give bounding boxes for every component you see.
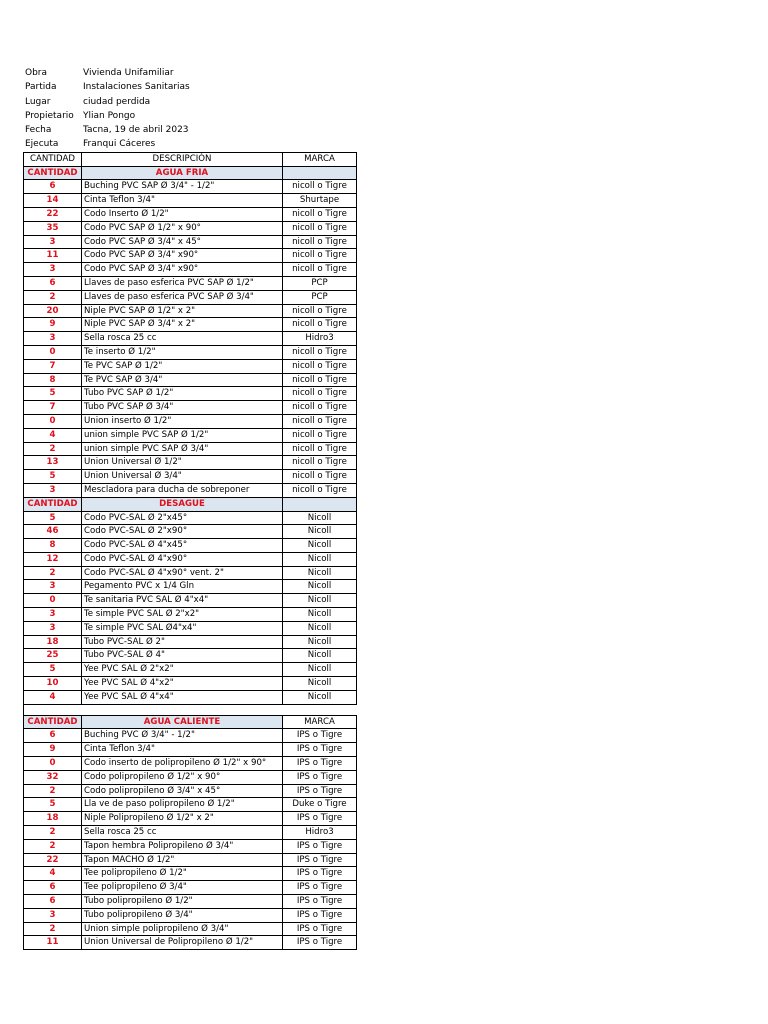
item-brand: Hidro3	[283, 332, 357, 346]
table-row	[24, 442, 357, 456]
item-quantity: 22	[24, 853, 82, 867]
item-description: Tapon hembra Polipropileno Ø 3/4"	[82, 839, 283, 853]
item-quantity: 14	[24, 194, 82, 208]
item-quantity: 4	[24, 428, 82, 442]
info-value: Ylian Pongo	[83, 110, 136, 121]
item-quantity: 7	[24, 401, 82, 415]
item-description: Tapon MACHO Ø 1/2"	[82, 853, 283, 867]
item-quantity: 5	[24, 663, 82, 677]
item-description: Codo PVC-SAL Ø 4"x90° vent. 2"	[82, 566, 283, 580]
item-brand: IPS o Tigre	[283, 812, 357, 826]
item-brand: IPS o Tigre	[283, 867, 357, 881]
item-brand: nicoll o Tigre	[283, 180, 357, 194]
table-row	[24, 373, 357, 387]
table-row	[24, 812, 357, 826]
item-description: Llaves de paso esferica PVC SAP Ø 1/2"	[82, 276, 283, 290]
item-quantity: 13	[24, 456, 82, 470]
table-row	[24, 936, 357, 950]
item-brand: nicoll o Tigre	[283, 387, 357, 401]
table-row	[24, 359, 357, 373]
item-quantity: 6	[24, 729, 82, 743]
item-brand: IPS o Tigre	[283, 895, 357, 909]
table-row	[24, 221, 357, 235]
info-value: Instalaciones Sanitarias	[83, 82, 190, 93]
item-brand: Nicoll	[283, 608, 357, 622]
item-description: Lla ve de paso polipropileno Ø 1/2"	[82, 798, 283, 812]
table-row	[24, 483, 357, 497]
item-description: Codo PVC-SAL Ø 4"x45°	[82, 539, 283, 553]
item-quantity: 0	[24, 594, 82, 608]
item-brand: Nicoll	[283, 525, 357, 539]
item-description: Codo PVC SAP Ø 3/4" x90°	[82, 263, 283, 277]
info-label: Ejecuta	[25, 139, 59, 150]
item-brand: IPS o Tigre	[283, 839, 357, 853]
table-row	[24, 798, 357, 812]
section-title: DESAGUE	[82, 497, 283, 511]
info-label: Lugar	[25, 96, 51, 107]
item-brand: Nicoll	[283, 566, 357, 580]
item-description: Codo polipropileno Ø 3/4" x 45°	[82, 784, 283, 798]
item-quantity: 2	[24, 784, 82, 798]
item-brand: nicoll o Tigre	[283, 318, 357, 332]
item-brand: Nicoll	[283, 690, 357, 704]
table-row	[24, 608, 357, 622]
item-brand: nicoll o Tigre	[283, 428, 357, 442]
item-brand: IPS o Tigre	[283, 908, 357, 922]
item-quantity: 8	[24, 539, 82, 553]
item-brand: Nicoll	[283, 649, 357, 663]
item-description: Te PVC SAP Ø 1/2"	[82, 359, 283, 373]
item-description: Te simple PVC SAL Ø 2"x2"	[82, 608, 283, 622]
item-brand: Nicoll	[283, 594, 357, 608]
item-description: Buching PVC SAP Ø 3/4" - 1/2"	[82, 180, 283, 194]
item-quantity: 5	[24, 511, 82, 525]
item-quantity: 18	[24, 812, 82, 826]
table-row	[24, 235, 357, 249]
item-brand: IPS o Tigre	[283, 922, 357, 936]
info-row	[23, 137, 356, 151]
item-quantity: 3	[24, 332, 82, 346]
item-brand: nicoll o Tigre	[283, 304, 357, 318]
item-brand: Shurtape	[283, 194, 357, 208]
table-row	[24, 757, 357, 771]
item-description: union simple PVC SAP Ø 3/4"	[82, 442, 283, 456]
item-quantity: 2	[24, 442, 82, 456]
table-row	[24, 908, 357, 922]
table-row	[24, 729, 357, 743]
item-quantity: 4	[24, 690, 82, 704]
item-quantity: 18	[24, 635, 82, 649]
item-brand: Nicoll	[283, 552, 357, 566]
item-description: Yee PVC SAL Ø 4"x4"	[82, 690, 283, 704]
item-quantity: 6	[24, 881, 82, 895]
info-label: Partida	[25, 82, 57, 93]
table-row	[24, 552, 357, 566]
materials-table	[23, 152, 357, 950]
item-quantity: 46	[24, 525, 82, 539]
table-row	[24, 414, 357, 428]
item-description: Codo inserto de polipropileno Ø 1/2" x 90°	[82, 757, 283, 771]
item-description: Tubo polipropileno Ø 1/2"	[82, 895, 283, 909]
table-row	[24, 690, 357, 704]
item-brand: nicoll o Tigre	[283, 207, 357, 221]
table-row	[24, 770, 357, 784]
item-quantity: 2	[24, 826, 82, 840]
item-brand: nicoll o Tigre	[283, 249, 357, 263]
item-description: Te simple PVC SAL Ø4"x4"	[82, 621, 283, 635]
item-description: Niple PVC SAP Ø 1/2" x 2"	[82, 304, 283, 318]
section-qty-label: CANTIDAD	[24, 497, 82, 511]
section-qty-label: CANTIDAD	[24, 715, 82, 729]
item-quantity: 12	[24, 552, 82, 566]
section-header-row	[24, 497, 357, 511]
item-quantity: 0	[24, 345, 82, 359]
item-description: Union Universal Ø 3/4"	[82, 470, 283, 484]
item-brand: IPS o Tigre	[283, 881, 357, 895]
item-quantity: 3	[24, 580, 82, 594]
item-quantity: 32	[24, 770, 82, 784]
table-row	[24, 743, 357, 757]
table-row	[24, 677, 357, 691]
table-row	[24, 922, 357, 936]
section-title: AGUA CALIENTE	[82, 715, 283, 729]
item-description: Tubo PVC-SAL Ø 4"	[82, 649, 283, 663]
item-brand: nicoll o Tigre	[283, 345, 357, 359]
section-qty-label: CANTIDAD	[24, 166, 82, 180]
item-brand: Duke o Tigre	[283, 798, 357, 812]
item-brand: nicoll o Tigre	[283, 263, 357, 277]
table-row	[24, 853, 357, 867]
info-label: Propietario	[25, 110, 74, 121]
item-quantity: 2	[24, 566, 82, 580]
item-quantity: 20	[24, 304, 82, 318]
table-row	[24, 249, 357, 263]
info-row	[23, 123, 356, 137]
item-quantity: 0	[24, 414, 82, 428]
info-row	[23, 66, 356, 80]
item-description: Sella rosca 25 cc	[82, 826, 283, 840]
item-description: Union simple polipropileno Ø 3/4"	[82, 922, 283, 936]
item-brand: Nicoll	[283, 677, 357, 691]
item-brand: Nicoll	[283, 511, 357, 525]
item-brand: Nicoll	[283, 663, 357, 677]
item-quantity: 2	[24, 290, 82, 304]
item-brand: IPS o Tigre	[283, 853, 357, 867]
section-brand-label: MARCA	[283, 715, 357, 729]
info-value: Franqui Cáceres	[83, 139, 156, 150]
item-quantity: 6	[24, 180, 82, 194]
item-description: Yee PVC SAL Ø 2"x2"	[82, 663, 283, 677]
item-quantity: 3	[24, 908, 82, 922]
item-brand: Nicoll	[283, 635, 357, 649]
item-description: Mescladora para ducha de sobreponer	[82, 483, 283, 497]
header-qty: CANTIDAD	[24, 152, 82, 166]
item-brand: IPS o Tigre	[283, 729, 357, 743]
table-row	[24, 401, 357, 415]
section-brand-label	[283, 166, 357, 180]
info-label: Obra	[25, 68, 48, 78]
table-row	[24, 194, 357, 208]
item-quantity: 6	[24, 895, 82, 909]
item-brand: Nicoll	[283, 621, 357, 635]
item-brand: nicoll o Tigre	[283, 414, 357, 428]
item-brand: nicoll o Tigre	[283, 401, 357, 415]
item-description: Cinta Teflon 3/4"	[82, 743, 283, 757]
item-quantity: 3	[24, 263, 82, 277]
item-quantity: 9	[24, 743, 82, 757]
item-description: Tubo PVC SAP Ø 1/2"	[82, 387, 283, 401]
item-description: Tee polipropileno Ø 1/2"	[82, 867, 283, 881]
item-description: Sella rosca 25 cc	[82, 332, 283, 346]
item-quantity: 0	[24, 757, 82, 771]
table-row	[24, 180, 357, 194]
table-row	[24, 428, 357, 442]
item-quantity: 5	[24, 387, 82, 401]
item-description: Cinta Teflon 3/4"	[82, 194, 283, 208]
table-row	[24, 345, 357, 359]
item-description: Tubo PVC-SAL Ø 2"	[82, 635, 283, 649]
spacer-cell	[24, 704, 357, 715]
header-desc: DESCRIPCIÓN	[82, 152, 283, 166]
table-row	[24, 566, 357, 580]
item-description: union simple PVC SAP Ø 1/2"	[82, 428, 283, 442]
table-row	[24, 470, 357, 484]
section-title: AGUA FRIA	[82, 166, 283, 180]
table-row	[24, 649, 357, 663]
item-description: Tubo polipropileno Ø 3/4"	[82, 908, 283, 922]
table-row	[24, 304, 357, 318]
item-description: Codo PVC-SAL Ø 4"x90°	[82, 552, 283, 566]
section-brand-label	[283, 497, 357, 511]
table-row	[24, 594, 357, 608]
info-row	[23, 95, 356, 109]
info-row	[23, 80, 356, 94]
item-brand: IPS o Tigre	[283, 784, 357, 798]
item-brand: PCP	[283, 290, 357, 304]
item-description: Codo polipropileno Ø 1/2" x 90°	[82, 770, 283, 784]
item-quantity: 3	[24, 621, 82, 635]
item-description: Te PVC SAP Ø 3/4"	[82, 373, 283, 387]
item-brand: nicoll o Tigre	[283, 235, 357, 249]
item-description: Buching PVC Ø 3/4" - 1/2"	[82, 729, 283, 743]
info-row	[23, 109, 356, 123]
table-row	[24, 387, 357, 401]
item-description: Union Universal Ø 1/2"	[82, 456, 283, 470]
item-description: Tee polipropileno Ø 3/4"	[82, 881, 283, 895]
table-row	[24, 635, 357, 649]
item-brand: Nicoll	[283, 580, 357, 594]
item-quantity: 22	[24, 207, 82, 221]
item-quantity: 7	[24, 359, 82, 373]
materials-sheet	[23, 66, 356, 950]
item-description: Llaves de paso esferica PVC SAP Ø 3/4"	[82, 290, 283, 304]
table-row	[24, 318, 357, 332]
item-description: Codo PVC SAP Ø 1/2" x 90°	[82, 221, 283, 235]
item-quantity: 5	[24, 798, 82, 812]
item-quantity: 11	[24, 936, 82, 950]
item-description: Te sanitaria PVC SAL Ø 4"x4"	[82, 594, 283, 608]
table-row	[24, 663, 357, 677]
table-header-row	[24, 152, 357, 166]
item-quantity: 2	[24, 839, 82, 853]
item-quantity: 3	[24, 608, 82, 622]
item-description: Codo Inserto Ø 1/2"	[82, 207, 283, 221]
item-description: Te inserto Ø 1/2"	[82, 345, 283, 359]
item-quantity: 11	[24, 249, 82, 263]
item-quantity: 25	[24, 649, 82, 663]
table-row	[24, 580, 357, 594]
item-description: Union Universal de Polipropileno Ø 1/2"	[82, 936, 283, 950]
info-value: ciudad perdida	[83, 96, 151, 107]
item-quantity: 4	[24, 867, 82, 881]
item-brand: Nicoll	[283, 539, 357, 553]
table-row	[24, 881, 357, 895]
item-brand: nicoll o Tigre	[283, 359, 357, 373]
item-quantity: 3	[24, 235, 82, 249]
table-row	[24, 290, 357, 304]
item-description: Codo PVC SAP Ø 3/4" x 45°	[82, 235, 283, 249]
item-brand: nicoll o Tigre	[283, 442, 357, 456]
item-quantity: 3	[24, 483, 82, 497]
table-row	[24, 263, 357, 277]
item-brand: nicoll o Tigre	[283, 470, 357, 484]
project-info	[23, 66, 356, 152]
item-brand: IPS o Tigre	[283, 936, 357, 950]
item-description: Codo PVC SAP Ø 3/4" x90°	[82, 249, 283, 263]
table-row	[24, 207, 357, 221]
item-quantity: 9	[24, 318, 82, 332]
table-row	[24, 867, 357, 881]
item-description: Pegamento PVC x 1/4 Gln	[82, 580, 283, 594]
item-description: Tubo PVC SAP Ø 3/4"	[82, 401, 283, 415]
item-quantity: 8	[24, 373, 82, 387]
table-row	[24, 826, 357, 840]
table-row	[24, 539, 357, 553]
table-row	[24, 895, 357, 909]
item-description: Codo PVC-SAL Ø 2"x45°	[82, 511, 283, 525]
table-row	[24, 456, 357, 470]
item-description: Union inserto Ø 1/2"	[82, 414, 283, 428]
item-brand: nicoll o Tigre	[283, 373, 357, 387]
info-value: Vivienda Unifamiliar	[83, 68, 174, 78]
table-row	[24, 621, 357, 635]
item-brand: PCP	[283, 276, 357, 290]
spacer-row	[24, 704, 357, 715]
item-quantity: 10	[24, 677, 82, 691]
item-description: Niple Polipropileno Ø 1/2" x 2"	[82, 812, 283, 826]
table-row	[24, 839, 357, 853]
table-row	[24, 511, 357, 525]
info-value: Tacna, 19 de abril 2023	[83, 125, 189, 136]
table-row	[24, 784, 357, 798]
item-brand: IPS o Tigre	[283, 743, 357, 757]
info-label: Fecha	[25, 125, 52, 136]
item-brand: IPS o Tigre	[283, 770, 357, 784]
item-quantity: 35	[24, 221, 82, 235]
table-row	[24, 276, 357, 290]
item-quantity: 2	[24, 922, 82, 936]
item-description: Yee PVC SAL Ø 4"x2"	[82, 677, 283, 691]
item-description: Niple PVC SAP Ø 3/4" x 2"	[82, 318, 283, 332]
table-row	[24, 332, 357, 346]
table-row	[24, 525, 357, 539]
item-description: Codo PVC-SAL Ø 2"x90°	[82, 525, 283, 539]
section-header-row	[24, 715, 357, 729]
item-brand: nicoll o Tigre	[283, 483, 357, 497]
item-brand: Hidro3	[283, 826, 357, 840]
item-quantity: 6	[24, 276, 82, 290]
item-brand: nicoll o Tigre	[283, 221, 357, 235]
item-brand: IPS o Tigre	[283, 757, 357, 771]
section-header-row	[24, 166, 357, 180]
item-brand: nicoll o Tigre	[283, 456, 357, 470]
item-quantity: 5	[24, 470, 82, 484]
header-brand: MARCA	[283, 152, 357, 166]
